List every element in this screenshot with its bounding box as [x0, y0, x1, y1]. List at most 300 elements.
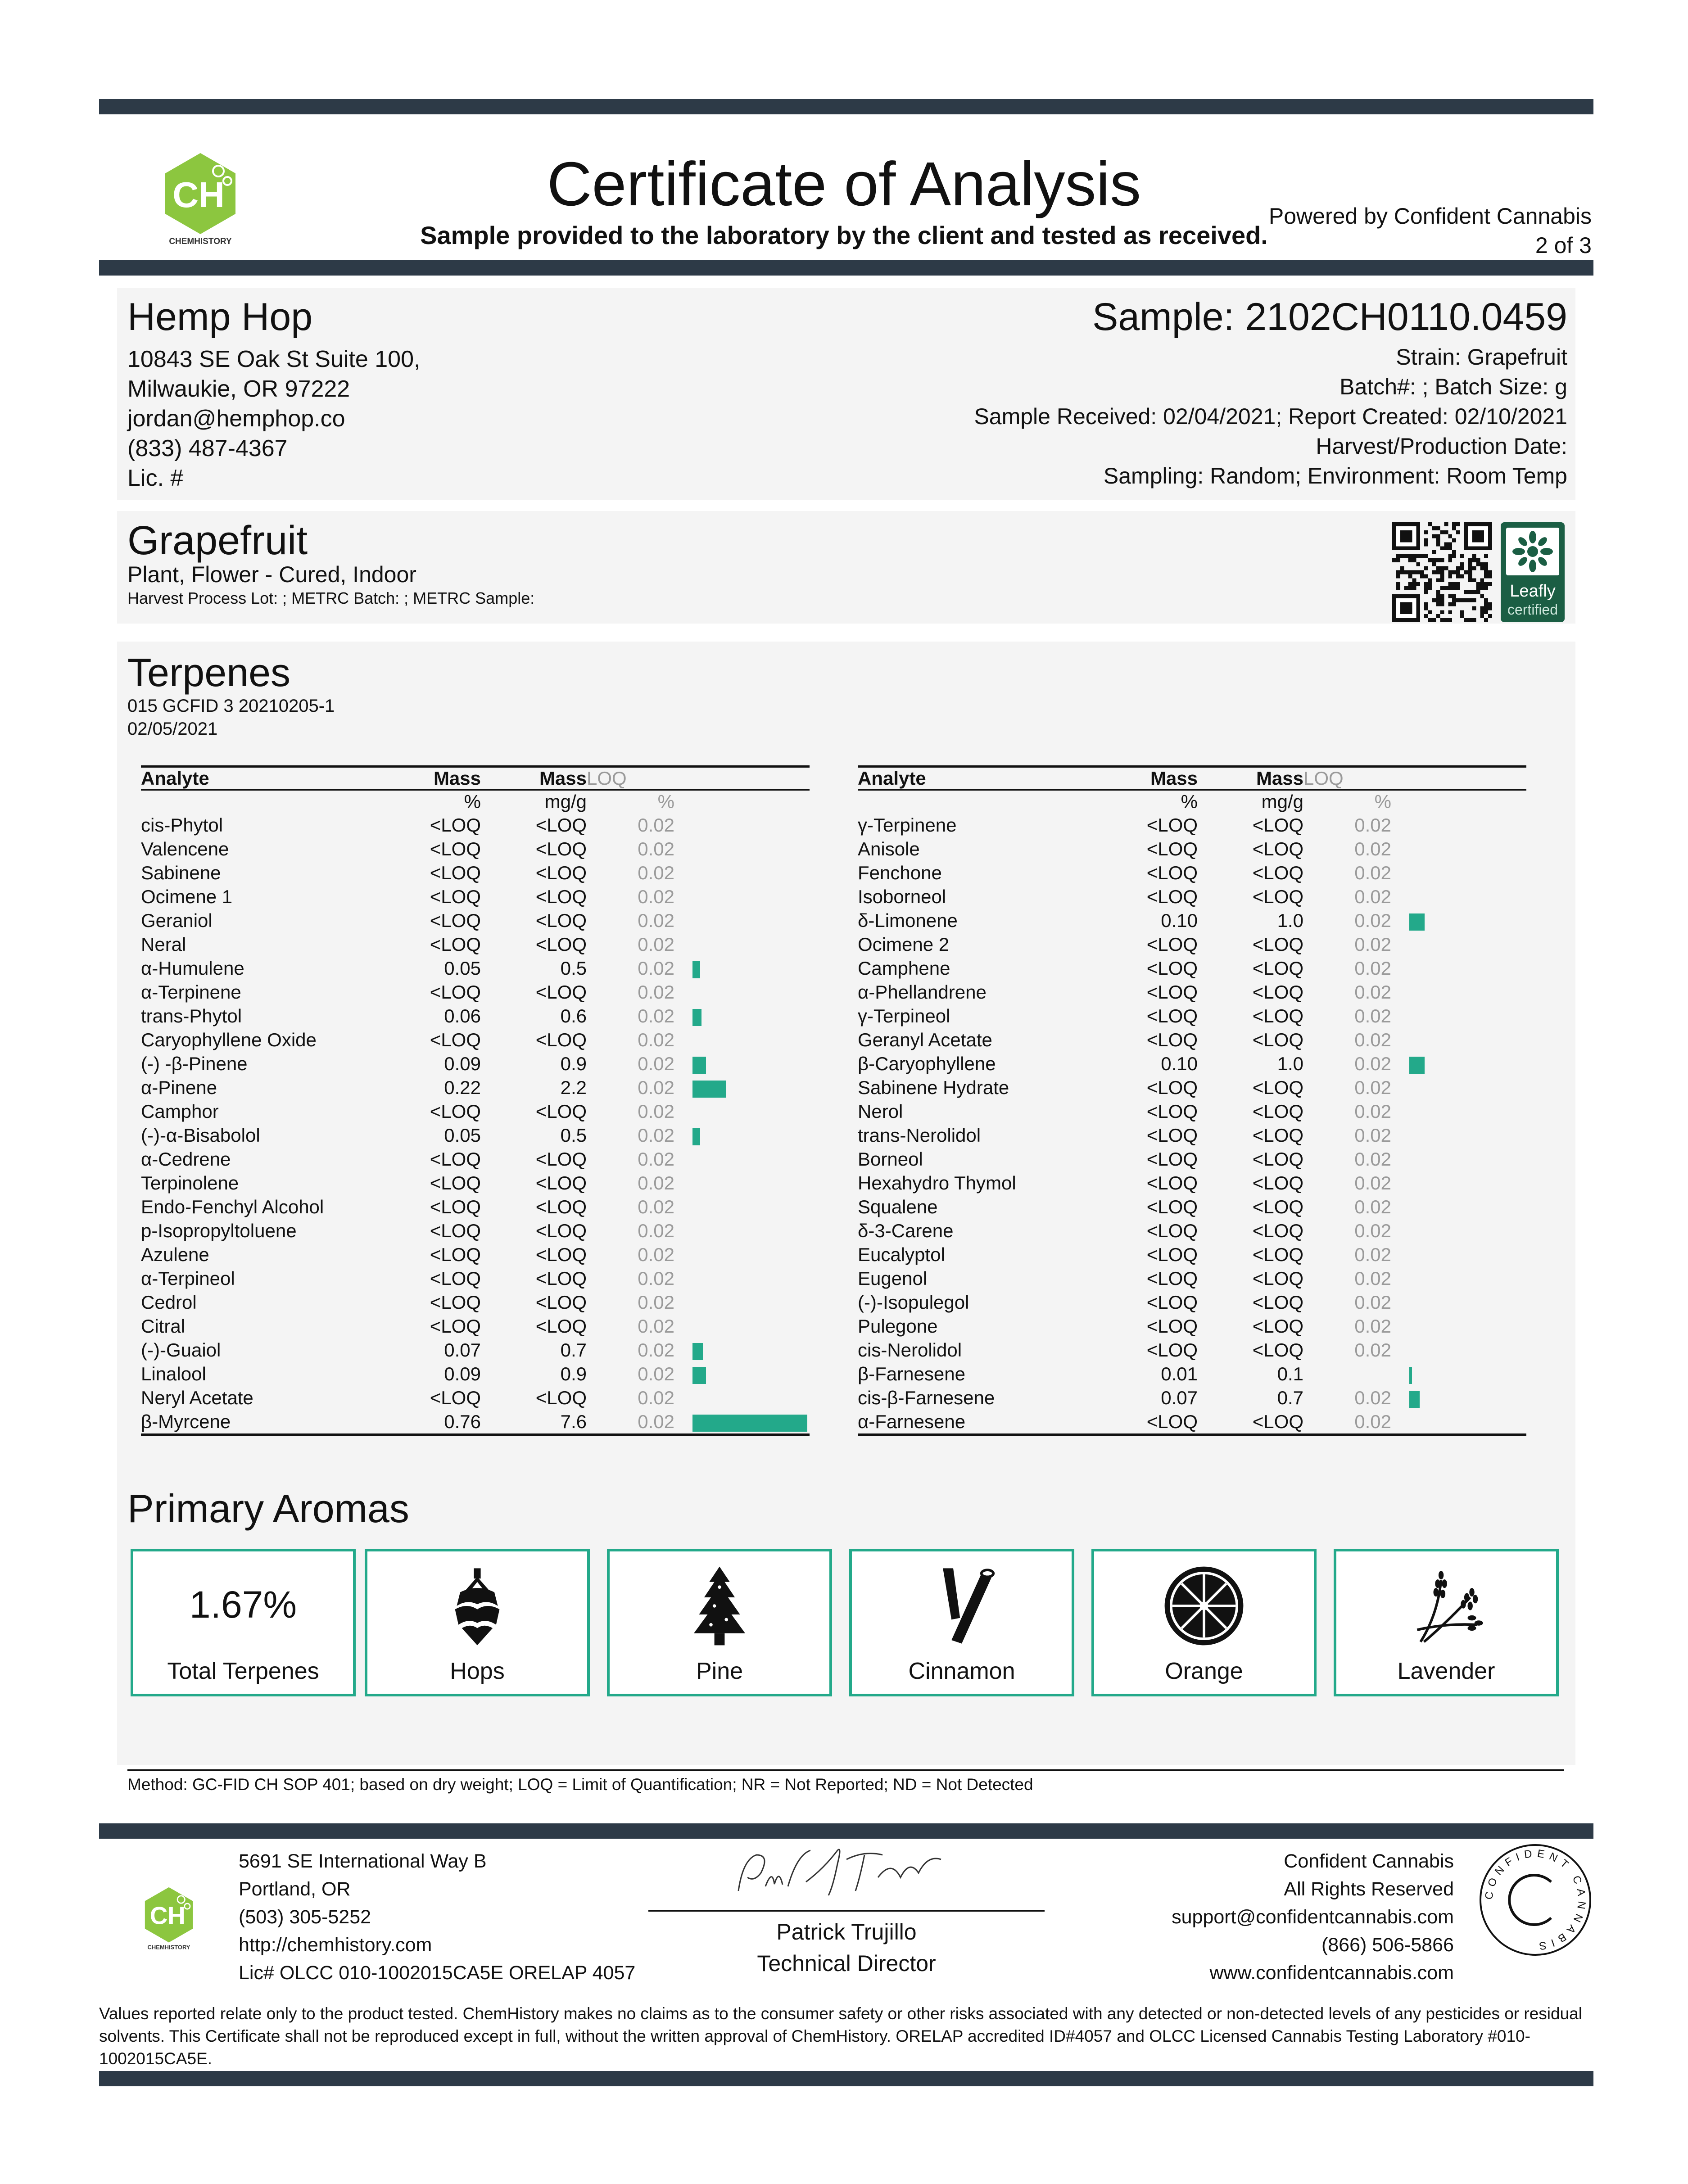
analyte-name: δ-3-Carene: [858, 1220, 954, 1241]
mass-pct: 0.10: [1161, 1053, 1198, 1074]
mass-pct: 0.07: [444, 1339, 481, 1361]
mass-mg: <LOQ: [535, 1196, 587, 1217]
analyte-name: Ocimene 1: [141, 886, 233, 907]
table-row: [141, 1028, 810, 1052]
concentration-bar-cell: [1391, 1099, 1526, 1123]
analyte-name: Squalene: [858, 1196, 938, 1217]
analyte-name: Eucalyptol: [858, 1244, 945, 1265]
svg-text:CHEMHISTORY: CHEMHISTORY: [147, 1944, 190, 1951]
mass-mg: <LOQ: [1252, 1077, 1303, 1098]
analyte-name: α-Terpineol: [141, 1268, 235, 1289]
table-row: [141, 861, 810, 885]
mass-pct: <LOQ: [1146, 1268, 1198, 1289]
mass-mg: <LOQ: [1252, 1005, 1303, 1026]
concentration-bar-cell: [1391, 1219, 1526, 1243]
concentration-bar: [1409, 913, 1425, 931]
loq-value: 0.02: [1354, 1101, 1391, 1122]
mass-pct: <LOQ: [430, 814, 481, 836]
loq-value: 0.02: [1354, 1292, 1391, 1313]
mass-pct: <LOQ: [1146, 1316, 1198, 1337]
lab-website: http://chemhistory.com: [239, 1934, 432, 1956]
unit-loq: %: [1374, 791, 1391, 812]
analyte-name: α-Humulene: [141, 958, 244, 979]
analyte-name: trans-Phytol: [141, 1005, 242, 1026]
analyte-name: Fenchone: [858, 862, 942, 883]
analyte-name: (-)-α-Bisabolol: [141, 1125, 260, 1146]
aroma-label-lavender: Lavender: [1397, 1658, 1495, 1684]
mass-mg: <LOQ: [1252, 1101, 1303, 1122]
mass-mg: <LOQ: [535, 814, 587, 836]
loq-value: 0.02: [638, 1220, 674, 1241]
mass-pct: <LOQ: [430, 1387, 481, 1408]
loq-value: 0.02: [638, 981, 674, 1003]
concentration-bar-cell: [674, 837, 810, 861]
mass-pct: 0.09: [444, 1053, 481, 1074]
mass-mg: <LOQ: [535, 1268, 587, 1289]
mass-mg: <LOQ: [535, 1387, 587, 1408]
concentration-bar-cell: [1391, 1052, 1526, 1076]
loq-value: 0.02: [1354, 1268, 1391, 1289]
mass-mg: 0.6: [560, 1005, 587, 1026]
loq-value: 0.02: [1354, 934, 1391, 955]
mass-pct: <LOQ: [1146, 1149, 1198, 1170]
mass-pct: <LOQ: [1146, 958, 1198, 979]
disclaimer: Values reported relate only to the product tested. ChemHistory makes no claims as to the consumer safety or other risks associated with any detected or non-detected levels of any pesticides or residual solvents. This Certificate shall not be reproduced except in full, without the written approval of ChemHistory. ORELAP accredited ID#4057 and OLCC Licensed Cannabis Testing Laboratory #010-1002015CA5E.: [99, 2004, 1582, 2068]
analyte-name: Linalool: [141, 1363, 206, 1384]
mass-mg: <LOQ: [535, 934, 587, 955]
table-row: [141, 1171, 810, 1195]
signature: [729, 1841, 964, 1909]
concentration-bar-cell: [674, 1195, 810, 1219]
analyte-name: α-Farnesene: [858, 1410, 1132, 1435]
concentration-bar-cell: [1391, 813, 1526, 837]
mass-mg: <LOQ: [1252, 886, 1303, 907]
mass-mg: 7.6: [481, 1410, 587, 1435]
client-email: jordan@hemphop.co: [127, 406, 345, 432]
product-lot: Harvest Process Lot: ; METRC Batch: ; METRC Sample:: [127, 589, 535, 607]
loq-value: 0.02: [638, 1268, 674, 1289]
concentration-bar-cell: [674, 1386, 810, 1410]
client-phone: (833) 487-4367: [127, 435, 288, 461]
mass-pct: <LOQ: [1146, 1292, 1198, 1313]
leafly-certified-badge: [1501, 522, 1565, 622]
loq-value: 0.02: [638, 1292, 674, 1313]
loq-value: 0.02: [1354, 886, 1391, 907]
lab-license: Lic# OLCC 010-1002015CA5E ORELAP 4057: [239, 1962, 636, 1984]
mass-mg: <LOQ: [535, 981, 587, 1003]
mass-mg: <LOQ: [1252, 958, 1303, 979]
sample-strain: Strain: Grapefruit: [1396, 344, 1567, 370]
table-row: [858, 1052, 1526, 1076]
concentration-bar-cell: [674, 1028, 810, 1052]
col-analyte: Analyte: [858, 767, 1132, 790]
concentration-bar-cell: [674, 1266, 810, 1290]
unit-blank: [858, 790, 1132, 814]
table-row: [858, 1028, 1526, 1052]
mass-mg: 2.2: [560, 1077, 587, 1098]
mass-pct: <LOQ: [1146, 1339, 1198, 1361]
mass-mg: <LOQ: [1252, 1316, 1303, 1337]
table-row: [858, 1290, 1526, 1314]
analyte-name: trans-Nerolidol: [858, 1125, 981, 1146]
lab-contact: [239, 1847, 635, 1987]
analyte-name: Cedrol: [141, 1292, 197, 1313]
terpenes-date: 02/05/2021: [127, 719, 218, 739]
analyte-name: cis-β-Farnesene: [858, 1387, 995, 1408]
mass-mg: 0.7: [560, 1339, 587, 1361]
loq-value: 0.02: [638, 1077, 674, 1098]
concentration-bar-cell: [674, 1314, 810, 1338]
mass-mg: <LOQ: [535, 1316, 587, 1337]
lavender-icon: [1403, 1563, 1489, 1649]
aromas-title: Primary Aromas: [127, 1486, 409, 1531]
concentration-bar-cell: [674, 1099, 810, 1123]
mass-pct: <LOQ: [430, 981, 481, 1003]
concentration-bar-cell: [1391, 980, 1526, 1004]
loq-value: 0.02: [638, 934, 674, 955]
mass-pct: <LOQ: [1146, 981, 1198, 1003]
mass-pct: <LOQ: [430, 1220, 481, 1241]
mass-pct: <LOQ: [430, 862, 481, 883]
col-mass-pct: Mass: [1132, 767, 1198, 790]
mass-mg: <LOQ: [1252, 1149, 1303, 1170]
col-mass-mg: Mass: [481, 767, 587, 790]
table-row: [858, 1410, 1526, 1435]
cc-email: support@confidentcannabis.com: [1172, 1906, 1454, 1928]
table-row: [141, 837, 810, 861]
loq-value: 0.02: [1354, 1149, 1391, 1170]
mass-pct: <LOQ: [1132, 1410, 1198, 1435]
mass-pct: <LOQ: [1146, 838, 1198, 859]
aroma-orange: [1091, 1549, 1317, 1696]
mass-pct: <LOQ: [430, 886, 481, 907]
mass-pct: <LOQ: [1146, 1005, 1198, 1026]
header-divider: [99, 260, 1593, 276]
lab-address-2: Portland, OR: [239, 1878, 351, 1900]
mass-mg: <LOQ: [1252, 1196, 1303, 1217]
concentration-bar-cell: [674, 1219, 810, 1243]
unit-pct: %: [464, 791, 481, 812]
mass-mg: <LOQ: [535, 838, 587, 859]
table-row: [141, 932, 810, 956]
analyte-name: Valencene: [141, 838, 229, 859]
table-row: [141, 1076, 810, 1099]
table-row: [141, 1266, 810, 1290]
cc-contact: [1172, 1847, 1454, 1987]
table-row: [141, 1362, 810, 1386]
table-row: [858, 1004, 1526, 1028]
loq-value: 0.02: [1354, 1339, 1391, 1361]
mass-mg: <LOQ: [1252, 1339, 1303, 1361]
concentration-bar-cell: [674, 1123, 810, 1147]
loq-value: [1303, 1362, 1391, 1386]
concentration-bar: [692, 1128, 700, 1145]
cinnamon-icon: [919, 1563, 1005, 1649]
mass-pct: <LOQ: [1146, 1125, 1198, 1146]
loq-value: 0.02: [638, 1149, 674, 1170]
concentration-bar-cell: [1391, 1386, 1526, 1410]
concentration-bar-cell: [674, 861, 810, 885]
loq-value: 0.02: [638, 1244, 674, 1265]
mass-pct: <LOQ: [430, 934, 481, 955]
concentration-bar-cell: [674, 1171, 810, 1195]
loq-value: 0.02: [1354, 1220, 1391, 1241]
cc-website: www.confidentcannabis.com: [1209, 1962, 1454, 1984]
mass-mg: <LOQ: [1252, 934, 1303, 955]
analyte-name: cis-Phytol: [141, 814, 223, 836]
aroma-label-orange: Orange: [1165, 1658, 1243, 1684]
analyte-name: cis-Nerolidol: [858, 1339, 962, 1361]
concentration-bar-cell: [1391, 1338, 1526, 1362]
concentration-bar-cell: [1391, 1147, 1526, 1171]
lab-phone: (503) 305-5252: [239, 1906, 371, 1928]
mass-mg: <LOQ: [535, 1220, 587, 1241]
mass-pct: <LOQ: [1146, 1172, 1198, 1194]
svg-text:CONFIDENT CANNABIS: CONFIDENT CANNABIS: [1483, 1847, 1588, 1953]
loq-value: 0.02: [1354, 1387, 1391, 1408]
table-row: [141, 1195, 810, 1219]
total-terpenes-label: Total Terpenes: [167, 1658, 319, 1684]
col-mass-pct: Mass: [416, 767, 481, 790]
mass-pct: <LOQ: [430, 1029, 481, 1050]
analyte-name: Caryophyllene Oxide: [141, 1029, 317, 1050]
table-row: [141, 813, 810, 837]
analyte-name: Pulegone: [858, 1316, 938, 1337]
concentration-bar-cell: [674, 980, 810, 1004]
concentration-bar-cell: [1391, 1171, 1526, 1195]
mass-mg: 0.5: [560, 1125, 587, 1146]
loq-value: 0.02: [1354, 1005, 1391, 1026]
concentration-bar-cell: [1391, 932, 1526, 956]
client-license: Lic. #: [127, 465, 184, 491]
powered-by: [1269, 202, 1592, 260]
loq-value: 0.02: [1354, 814, 1391, 836]
loq-value: 0.02: [1354, 1029, 1391, 1050]
orange-icon: [1161, 1563, 1247, 1649]
loq-value: 0.02: [638, 838, 674, 859]
analyte-name: β-Farnesene: [858, 1363, 965, 1384]
sample-harvest: Harvest/Production Date:: [1316, 434, 1567, 459]
analyte-name: Sabinene Hydrate: [858, 1077, 1009, 1098]
table-row: [858, 885, 1526, 909]
mass-pct: 0.05: [444, 1125, 481, 1146]
mass-pct: <LOQ: [430, 1292, 481, 1313]
aroma-hops: [365, 1549, 590, 1696]
table-row: [858, 932, 1526, 956]
table-row: [858, 1076, 1526, 1099]
mass-pct: <LOQ: [1146, 1101, 1198, 1122]
mass-mg: <LOQ: [535, 1172, 587, 1194]
concentration-bar-cell: [1391, 1195, 1526, 1219]
concentration-bar: [1409, 1367, 1412, 1384]
unit-mg: mg/g: [1261, 791, 1303, 812]
mass-pct: <LOQ: [1146, 886, 1198, 907]
analyte-name: β-Myrcene: [141, 1410, 416, 1435]
client-address-1: 10843 SE Oak St Suite 100,: [127, 346, 421, 372]
concentration-bar-cell: [674, 813, 810, 837]
loq-value: 0.02: [1303, 1410, 1391, 1435]
mass-mg: 1.0: [1277, 910, 1303, 931]
analyte-name: Terpinolene: [141, 1172, 239, 1194]
concentration-bar-cell: [674, 1290, 810, 1314]
concentration-bar-cell: [674, 1076, 810, 1099]
loq-value: 0.02: [1354, 1172, 1391, 1194]
concentration-bar-cell: [1391, 1362, 1526, 1386]
mass-pct: 0.01: [1161, 1363, 1198, 1384]
concentration-bar: [692, 1057, 706, 1074]
analyte-name: Camphene: [858, 958, 950, 979]
table-row: [858, 1195, 1526, 1219]
mass-mg: 1.0: [1277, 1053, 1303, 1074]
method-divider: [127, 1769, 1564, 1771]
hops-icon: [434, 1563, 520, 1649]
terpenes-table-left: [141, 765, 810, 1436]
table-row: [141, 1243, 810, 1266]
table-row: [141, 885, 810, 909]
mass-pct: <LOQ: [1146, 1196, 1198, 1217]
qr-code: [1392, 522, 1492, 622]
page-title: Certificate of Analysis: [547, 149, 1141, 219]
mass-mg: <LOQ: [1198, 1410, 1303, 1435]
client-address-2: Milwaukie, OR 97222: [127, 376, 350, 402]
sample-id: Sample: 2102CH0110.0459: [1092, 295, 1567, 339]
loq-value: 0.02: [638, 886, 674, 907]
mass-pct: 0.06: [444, 1005, 481, 1026]
loq-value: 0.02: [1354, 1196, 1391, 1217]
footer-divider: [99, 1823, 1593, 1839]
analyte-name: γ-Terpinene: [858, 814, 957, 836]
concentration-bar-cell: [1391, 1266, 1526, 1290]
concentration-bar-cell: [674, 1338, 810, 1362]
loq-value: 0.02: [638, 958, 674, 979]
mass-mg: <LOQ: [1252, 1268, 1303, 1289]
concentration-bar-cell: [674, 1052, 810, 1076]
loq-value: 0.02: [1354, 910, 1391, 931]
analyte-name: Geraniol: [141, 910, 213, 931]
table-row: [141, 1314, 810, 1338]
pine-icon: [677, 1563, 762, 1649]
mass-mg: <LOQ: [535, 1244, 587, 1265]
analyte-name: (-) -β-Pinene: [141, 1053, 248, 1074]
analyte-name: Neryl Acetate: [141, 1387, 253, 1408]
concentration-bar-cell: [1391, 1123, 1526, 1147]
terpenes-instrument: 015 GCFID 3 20210205-1: [127, 696, 335, 716]
table-row: [858, 1243, 1526, 1266]
mass-mg: <LOQ: [1252, 1029, 1303, 1050]
method-note: Method: GC-FID CH SOP 401; based on dry weight; LOQ = Limit of Quantification; NR = Not Reported; ND = Not Detected: [127, 1775, 1033, 1794]
table-row: [858, 1171, 1526, 1195]
table-row: [141, 1147, 810, 1171]
concentration-bar-cell: [1391, 1076, 1526, 1099]
mass-mg: 0.9: [560, 1053, 587, 1074]
sample-dates: Sample Received: 02/04/2021; Report Created: 02/10/2021: [974, 404, 1567, 429]
loq-value: 0.02: [638, 1125, 674, 1146]
mass-mg: <LOQ: [1252, 814, 1303, 836]
mass-pct: <LOQ: [430, 1149, 481, 1170]
terpenes-title: Terpenes: [127, 650, 291, 695]
mass-pct: 0.07: [1161, 1387, 1198, 1408]
concentration-bar-cell: [1391, 861, 1526, 885]
mass-mg: <LOQ: [1252, 981, 1303, 1003]
concentration-bar-cell: [1391, 1028, 1526, 1052]
loq-value: 0.02: [638, 1387, 674, 1408]
table-row: [858, 1099, 1526, 1123]
concentration-bar-cell: [674, 1147, 810, 1171]
top-divider: [99, 99, 1593, 114]
concentration-bar-cell: [674, 1004, 810, 1028]
analyte-name: Anisole: [858, 838, 920, 859]
col-analyte: Analyte: [141, 767, 416, 790]
concentration-bar: [1409, 1057, 1425, 1074]
concentration-bar-cell: [674, 885, 810, 909]
concentration-bar-cell: [674, 932, 810, 956]
unit-bar-blank: [674, 790, 810, 814]
analyte-name: Citral: [141, 1316, 186, 1337]
mass-pct: <LOQ: [430, 1268, 481, 1289]
analyte-name: (-)-Guaiol: [141, 1339, 221, 1361]
concentration-bar-cell: [674, 1243, 810, 1266]
loq-value: 0.02: [638, 814, 674, 836]
loq-value: 0.02: [638, 910, 674, 931]
mass-mg: <LOQ: [535, 1292, 587, 1313]
analyte-name: α-Phellandrene: [858, 981, 987, 1003]
analyte-name: Isoborneol: [858, 886, 946, 907]
concentration-bar-cell: [674, 1362, 810, 1386]
analyte-name: γ-Terpineol: [858, 1005, 950, 1026]
svg-text:CH: CH: [149, 1902, 186, 1930]
aroma-label-hops: Hops: [450, 1658, 505, 1684]
client-name: Hemp Hop: [127, 295, 313, 339]
loq-value: 0.02: [638, 1101, 674, 1122]
aroma-label-cinnamon: Cinnamon: [908, 1658, 1015, 1684]
table-row: [858, 1266, 1526, 1290]
mass-pct: 0.10: [1161, 910, 1198, 931]
table-row: [141, 1386, 810, 1410]
mass-pct: <LOQ: [1146, 1244, 1198, 1265]
mass-pct: <LOQ: [430, 1172, 481, 1194]
analyte-name: Nerol: [858, 1101, 903, 1122]
analyte-name: p-Isopropyltoluene: [141, 1220, 297, 1241]
loq-value: 0.02: [1354, 1125, 1391, 1146]
table-row: [141, 1099, 810, 1123]
mass-pct: <LOQ: [430, 838, 481, 859]
mass-pct: <LOQ: [1146, 934, 1198, 955]
mass-mg: <LOQ: [535, 1029, 587, 1050]
loq-value: 0.02: [1354, 1053, 1391, 1074]
mass-pct: 0.22: [444, 1077, 481, 1098]
table-row: [858, 1338, 1526, 1362]
loq-value: 0.02: [587, 1410, 674, 1435]
analyte-name: Borneol: [858, 1149, 923, 1170]
mass-mg: <LOQ: [535, 862, 587, 883]
mass-mg: <LOQ: [535, 1149, 587, 1170]
concentration-bar: [692, 961, 700, 978]
sample-batch: Batch#: ; Batch Size: g: [1340, 374, 1567, 399]
product-name: Grapefruit: [127, 518, 308, 563]
svg-text:CHEMHISTORY: CHEMHISTORY: [169, 237, 232, 246]
col-loq: LOQ: [587, 767, 674, 790]
cc-phone: (866) 506-5866: [1321, 1934, 1454, 1956]
table-row: [141, 1123, 810, 1147]
mass-pct: <LOQ: [430, 1244, 481, 1265]
cc-rights: All Rights Reserved: [1284, 1878, 1454, 1900]
unit-blank: [141, 790, 416, 814]
mass-mg: <LOQ: [1252, 1172, 1303, 1194]
analyte-name: β-Caryophyllene: [858, 1053, 996, 1074]
aroma-cinnamon: [849, 1549, 1074, 1696]
loq-value: 0.02: [1354, 862, 1391, 883]
loq-value: 0.02: [1354, 1316, 1391, 1337]
